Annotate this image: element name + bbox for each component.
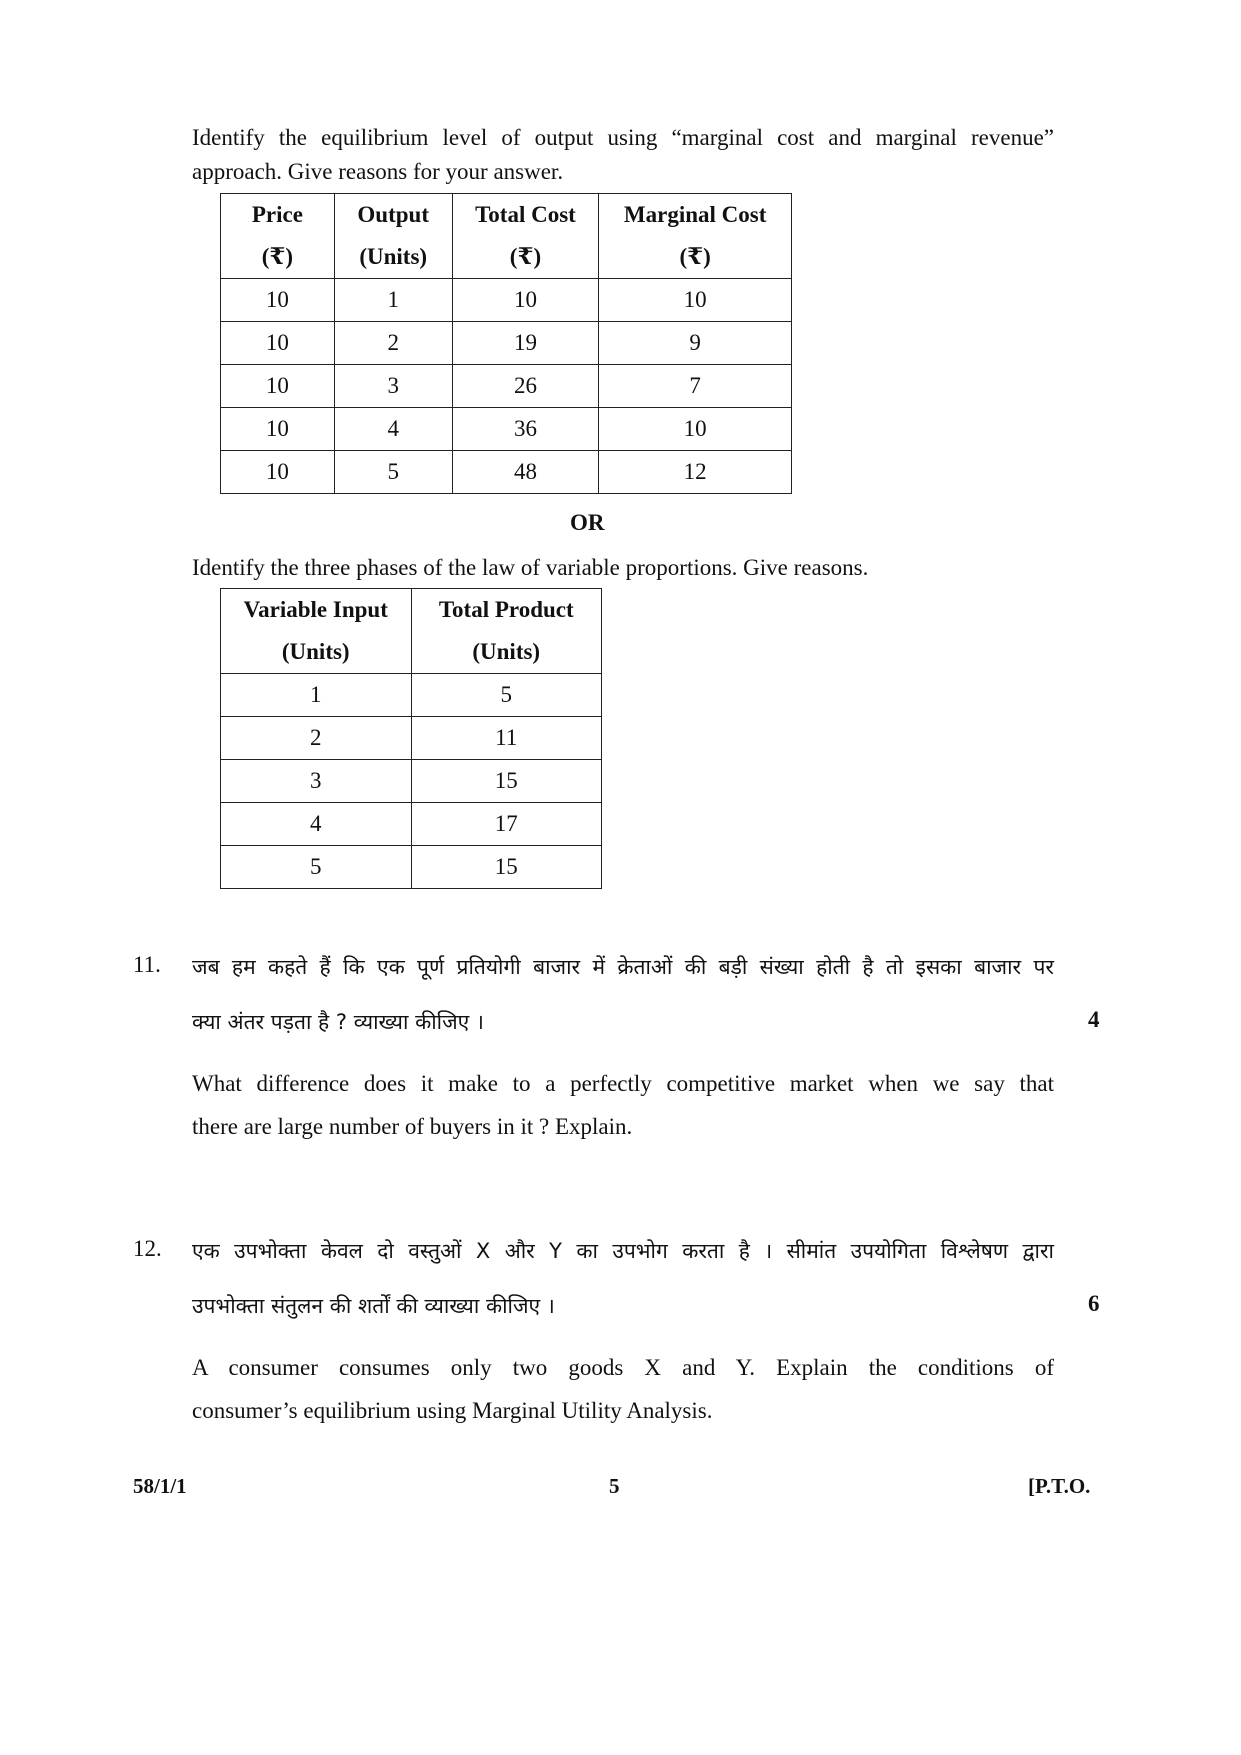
table-cell: 10 (452, 279, 599, 322)
table-row (221, 760, 602, 803)
table-cell: 1 (334, 279, 452, 322)
q10-alt-instruction: Identify the three phases of the law of variable proportions. Give reasons. (192, 555, 869, 580)
table-cell: 5 (411, 674, 602, 717)
table-cell: 36 (452, 408, 599, 451)
table-cell: 12 (599, 451, 792, 494)
table-cell: 10 (599, 279, 792, 322)
table-cell: 2 (334, 322, 452, 365)
table-cell: 3 (221, 760, 412, 803)
header-marginal-cost: Marginal Cost (₹) (599, 194, 792, 279)
cost-table-header (221, 194, 792, 279)
table-cell: 10 (599, 408, 792, 451)
table-row (221, 717, 602, 760)
q11-hindi-line1: जब हम कहते हैं कि एक पूर्ण प्रतियोगी बाजार में क्रेताओं की बड़ी संख्या होती है तो इसका बाजार पर (192, 955, 1054, 979)
table-cell: 10 (221, 279, 335, 322)
q10-instruction-line1: Identify the equilibrium level of output using “marginal cost and marginal revenue” (192, 125, 1054, 150)
q12-english-line2: consumer’s equilibrium using Marginal Utility Analysis. (192, 1398, 713, 1423)
table-row (221, 674, 602, 717)
table-cell: 26 (452, 365, 599, 408)
table-cell: 4 (221, 803, 412, 846)
table-cell: 2 (221, 717, 412, 760)
q12-number: 12. (133, 1236, 162, 1261)
table-cell: 15 (411, 846, 602, 889)
table-row (221, 408, 792, 451)
table-cell: 19 (452, 322, 599, 365)
table-cell: 17 (411, 803, 602, 846)
table-cell: 7 (599, 365, 792, 408)
header-price: Price (₹) (221, 194, 335, 279)
q12-marks: 6 (1088, 1291, 1100, 1316)
table-cell: 15 (411, 760, 602, 803)
table-cell: 5 (334, 451, 452, 494)
page-number: 5 (609, 1474, 620, 1498)
header-total-product: Total Product (Units) (411, 589, 602, 674)
table-row (221, 846, 602, 889)
table-cell: 10 (221, 365, 335, 408)
table-cell: 10 (221, 408, 335, 451)
q11-english-line2: there are large number of buyers in it ? Explain. (192, 1114, 633, 1139)
pto-label: [P.T.O. (1028, 1474, 1091, 1498)
table-cell: 4 (334, 408, 452, 451)
q12-hindi-line1: एक उपभोक्ता केवल दो वस्तुओं X और Y का उपभोग करता है । सीमांत उपयोगिता विश्लेषण द्वारा (192, 1239, 1054, 1263)
table-cell: 5 (221, 846, 412, 889)
q12-english-line1: A consumer consumes only two goods X and Y. Explain the conditions of (192, 1355, 1054, 1380)
q11-hindi-line2: क्या अंतर पड़ता है ? व्याख्या कीजिए । (192, 1010, 484, 1034)
header-total-cost: Total Cost (₹) (452, 194, 599, 279)
header-variable-input: Variable Input (Units) (221, 589, 412, 674)
table-cell: 48 (452, 451, 599, 494)
table-cell: 10 (221, 451, 335, 494)
table-row (221, 803, 602, 846)
header-output: Output (Units) (334, 194, 452, 279)
q11-number: 11. (133, 952, 161, 977)
table-cell: 11 (411, 717, 602, 760)
production-table-header (221, 589, 602, 674)
table-row (221, 365, 792, 408)
q11-english-line1: What difference does it make to a perfectly competitive market when we say that (192, 1071, 1054, 1096)
q11-marks: 4 (1088, 1007, 1100, 1032)
table-cell: 3 (334, 365, 452, 408)
table-cell: 1 (221, 674, 412, 717)
table-cell: 9 (599, 322, 792, 365)
cost-table (220, 193, 792, 494)
production-table (220, 588, 602, 889)
or-label: OR (570, 510, 605, 535)
table-cell: 10 (221, 322, 335, 365)
table-row (221, 322, 792, 365)
table-row (221, 279, 792, 322)
q12-hindi-line2: उपभोक्ता संतुलन की शर्तों की व्याख्या कीजिए । (192, 1294, 555, 1318)
table-row (221, 451, 792, 494)
q10-instruction-line2: approach. Give reasons for your answer. (192, 159, 564, 184)
paper-code: 58/1/1 (133, 1474, 187, 1498)
